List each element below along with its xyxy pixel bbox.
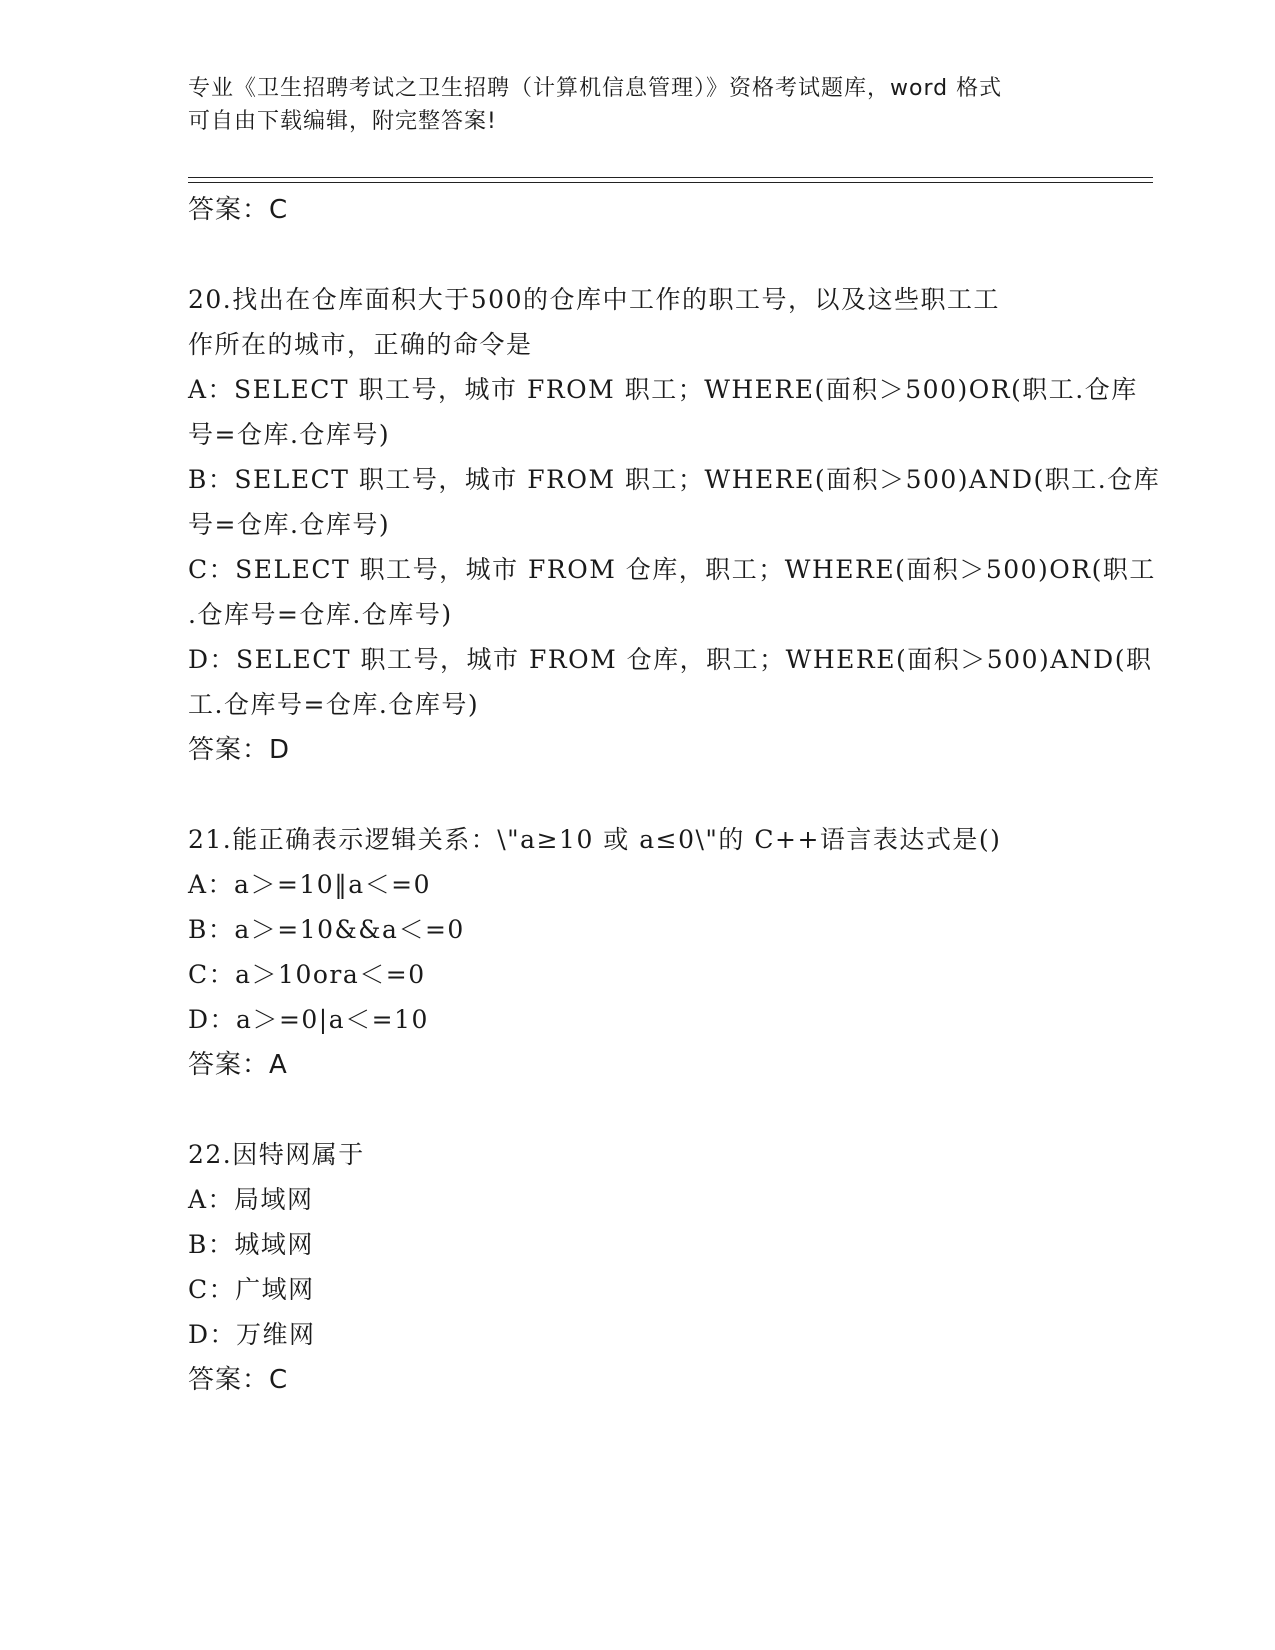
answer-q21: 答案：A — [188, 1050, 288, 1080]
option-22-b: B：城域网 — [188, 1230, 314, 1259]
option-20-a: A：SELECT 职工号，城市 FROM 职工；WHERE(面积＞500)OR(职工.仓库 — [188, 375, 1138, 404]
header-line-1: 专业《卫生招聘考试之卫生招聘（计算机信息管理）》资格考试题库，word 格式 — [188, 76, 1003, 101]
option-20-a-cont: 号=仓库.仓库号) — [188, 420, 391, 449]
question-22-text: 22.因特网属于 — [188, 1140, 365, 1169]
option-21-c: C：a＞10ora＜=0 — [188, 960, 426, 989]
option-20-c-cont: .仓库号=仓库.仓库号) — [188, 600, 453, 629]
option-21-d: D：a＞=0|a＜=10 — [188, 1005, 429, 1034]
option-22-c: C：广域网 — [188, 1275, 315, 1304]
option-20-b-cont: 号=仓库.仓库号) — [188, 510, 391, 539]
option-20-d-cont: 工.仓库号=仓库.仓库号) — [188, 690, 480, 719]
question-20-text: 20.找出在仓库面积大于500的仓库中工作的职工号，以及这些职工工 — [188, 285, 1000, 314]
answer-q20: 答案：D — [188, 735, 291, 765]
option-22-a: A：局域网 — [188, 1185, 314, 1214]
question-21-text: 21.能正确表示逻辑关系：\"a≥10 或 a≤0\"的 C++语言表达式是() — [188, 825, 1002, 854]
answer-q19: 答案：C — [188, 195, 289, 225]
question-20-text-cont: 作所在的城市，正确的命令是 — [188, 330, 533, 359]
option-20-d: D：SELECT 职工号，城市 FROM 仓库，职工；WHERE(面积＞500)AND(职 — [188, 645, 1153, 674]
answer-q22: 答案：C — [188, 1365, 289, 1395]
header-divider-top — [188, 177, 1153, 178]
option-21-a: A：a＞=10‖a＜=0 — [188, 870, 431, 899]
option-20-b: B：SELECT 职工号，城市 FROM 职工；WHERE(面积＞500)AND(职工.仓库 — [188, 465, 1161, 494]
header-divider-bottom — [188, 182, 1153, 183]
option-22-d: D：万维网 — [188, 1320, 316, 1349]
header-line-2: 可自由下载编辑，附完整答案! — [188, 109, 497, 134]
option-20-c: C：SELECT 职工号，城市 FROM 仓库，职工；WHERE(面积＞500)OR(职工 — [188, 555, 1156, 584]
option-21-b: B：a＞=10&&a＜=0 — [188, 915, 465, 944]
document-header — [188, 72, 1088, 138]
